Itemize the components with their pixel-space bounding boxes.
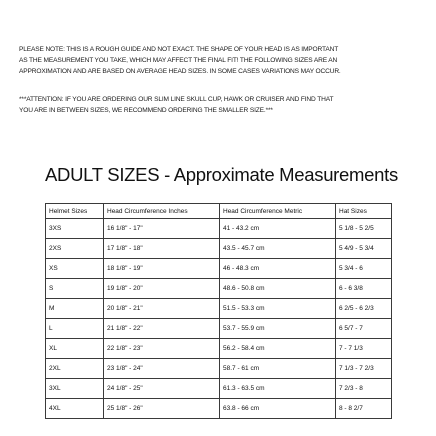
inches-cell: 18 1/8" - 19" [104,259,220,279]
disclaimer-line: AS THE MEASUREMENT YOU TAKE, WHICH MAY AFFECT THE FINAL FIT! THE FOLLOWING SIZES ARE AN [19,57,338,64]
page-title: ADULT SIZES - Approximate Measurements [45,164,398,185]
helmet-size-cell: XS [46,259,104,279]
metric-cell: 43.5 - 45.7 cm [220,239,336,259]
hat-size-cell: 6 5/7 - 7 [336,319,392,339]
hat-size-cell: 5 3/4 - 6 [336,259,392,279]
attention-line: YOU ARE IN BETWEEN SIZES, WE RECOMMEND ORDERING THE SMALLER SIZE.*** [19,107,273,114]
table-row [46,399,392,419]
attention-line: ***ATTENTION: IF YOU ARE ORDERING OUR SLIM LINE SKULL CUP, HAWK OR CRUISER AND FIND THAT [19,96,334,103]
helmet-size-cell: 2XL [46,359,104,379]
table-row [46,279,392,299]
header-hat-sizes: Hat Sizes [336,204,392,219]
table-row [46,219,392,239]
disclaimer-line: APPROXIMATION AND ARE BASED ON AVERAGE HEAD SIZES. IN SOME CASES VARIATIONS MAY OCCUR. [19,68,341,75]
table-header-row [46,204,392,219]
inches-cell: 21 1/8" - 22" [104,319,220,339]
hat-size-cell: 5 4/9 - 5 3/4 [336,239,392,259]
inches-cell: 19 1/8" - 20" [104,279,220,299]
hat-size-cell: 6 - 6 3/8 [336,279,392,299]
metric-cell: 56.2 - 58.4 cm [220,339,336,359]
metric-cell: 63.8 - 66 cm [220,399,336,419]
hat-size-cell: 7 2/3 - 8 [336,379,392,399]
table-row [46,299,392,319]
header-helmet-sizes: Helmet Sizes [46,204,104,219]
helmet-size-cell: L [46,319,104,339]
metric-cell: 58.7 - 61 cm [220,359,336,379]
header-circumference-inches: Head Circumference Inches [104,204,220,219]
metric-cell: 46 - 48.3 cm [220,259,336,279]
metric-cell: 41 - 43.2 cm [220,219,336,239]
helmet-size-cell: 4XL [46,399,104,419]
helmet-size-cell: XL [46,339,104,359]
helmet-size-cell: M [46,299,104,319]
metric-cell: 51.5 - 53.3 cm [220,299,336,319]
inches-cell: 20 1/8" - 21" [104,299,220,319]
metric-cell: 53.7 - 55.9 cm [220,319,336,339]
inches-cell: 25 1/8" - 26" [104,399,220,419]
size-chart-table [45,203,392,419]
inches-cell: 17 1/8" - 18" [104,239,220,259]
hat-size-cell: 7 - 7 1/3 [336,339,392,359]
hat-size-cell: 5 1/8 - 5 2/5 [336,219,392,239]
disclaimer-note [19,44,419,77]
table-row [46,379,392,399]
helmet-size-cell: 3XL [46,379,104,399]
disclaimer-line: PLEASE NOTE: THIS IS A ROUGH GUIDE AND NOT EXACT. THE SHAPE OF YOUR HEAD IS AS IMPORTANT [19,46,339,53]
table-row [46,319,392,339]
inches-cell: 22 1/8" - 23" [104,339,220,359]
helmet-size-cell: S [46,279,104,299]
hat-size-cell: 8 - 8 2/7 [336,399,392,419]
inches-cell: 23 1/8" - 24" [104,359,220,379]
attention-note [19,94,419,116]
inches-cell: 24 1/8" - 25" [104,379,220,399]
header-circumference-metric: Head Circumference Metric [220,204,336,219]
table-row [46,239,392,259]
helmet-size-cell: 3XS [46,219,104,239]
metric-cell: 48.6 - 50.8 cm [220,279,336,299]
table-row [46,259,392,279]
inches-cell: 16 1/8" - 17" [104,219,220,239]
hat-size-cell: 7 1/3 - 7 2/3 [336,359,392,379]
metric-cell: 61.3 - 63.5 cm [220,379,336,399]
helmet-size-cell: 2XS [46,239,104,259]
hat-size-cell: 6 2/5 - 6 2/3 [336,299,392,319]
table-row [46,359,392,379]
table-row [46,339,392,359]
